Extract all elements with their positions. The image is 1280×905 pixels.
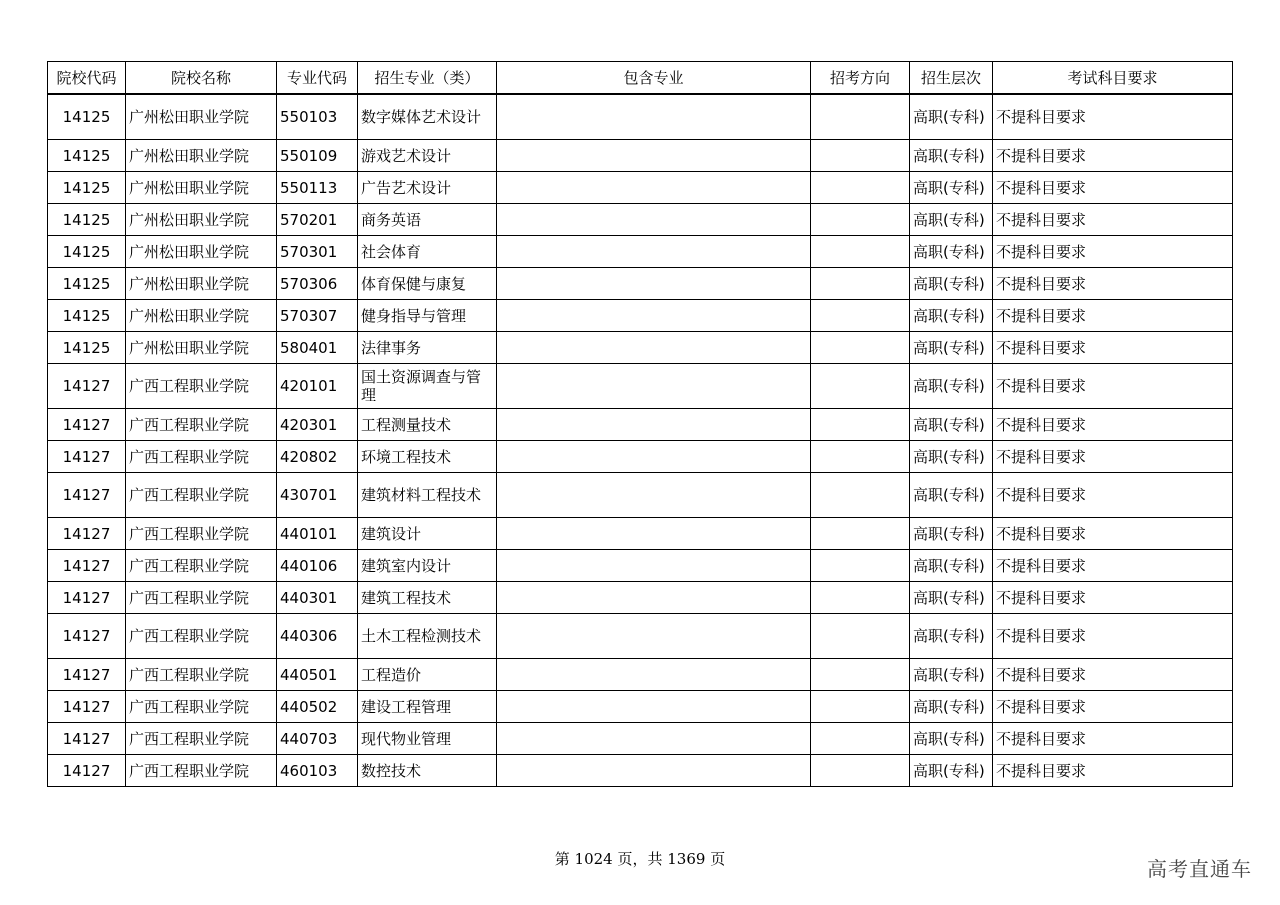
cell-school-code: 14127 <box>48 518 126 550</box>
header-included-majors: 包含专业 <box>497 62 811 95</box>
cell-major-code: 440106 <box>277 550 358 582</box>
cell-school-name: 广州松田职业学院 <box>126 332 277 364</box>
table-row <box>48 441 1233 473</box>
cell-major-code: 570307 <box>277 300 358 332</box>
cell-major-code: 570306 <box>277 268 358 300</box>
cell-direction <box>811 755 910 787</box>
table-row <box>48 364 1233 409</box>
cell-requirement: 不提科目要求 <box>993 204 1233 236</box>
cell-level: 高职(专科) <box>910 550 993 582</box>
cell-major: 现代物业管理 <box>358 723 497 755</box>
table-row <box>48 332 1233 364</box>
cell-direction <box>811 409 910 441</box>
cell-major: 广告艺术设计 <box>358 172 497 204</box>
cell-school-name: 广西工程职业学院 <box>126 723 277 755</box>
header-requirement: 考试科目要求 <box>993 62 1233 95</box>
cell-level: 高职(专科) <box>910 691 993 723</box>
cell-school-code: 14125 <box>48 204 126 236</box>
cell-included-majors <box>497 140 811 172</box>
cell-requirement: 不提科目要求 <box>993 659 1233 691</box>
cell-major-code: 420802 <box>277 441 358 473</box>
cell-school-code: 14125 <box>48 140 126 172</box>
cell-major: 建筑材料工程技术 <box>358 473 497 518</box>
cell-requirement: 不提科目要求 <box>993 268 1233 300</box>
cell-major: 法律事务 <box>358 332 497 364</box>
cell-requirement: 不提科目要求 <box>993 140 1233 172</box>
admissions-table <box>47 61 1233 787</box>
cell-requirement: 不提科目要求 <box>993 518 1233 550</box>
cell-direction <box>811 691 910 723</box>
cell-requirement: 不提科目要求 <box>993 691 1233 723</box>
cell-school-code: 14127 <box>48 409 126 441</box>
cell-direction <box>811 473 910 518</box>
cell-school-name: 广州松田职业学院 <box>126 300 277 332</box>
cell-direction <box>811 204 910 236</box>
cell-major: 建筑设计 <box>358 518 497 550</box>
cell-school-name: 广西工程职业学院 <box>126 409 277 441</box>
cell-requirement: 不提科目要求 <box>993 332 1233 364</box>
cell-major: 社会体育 <box>358 236 497 268</box>
cell-direction <box>811 332 910 364</box>
cell-major: 商务英语 <box>358 204 497 236</box>
table-row <box>48 723 1233 755</box>
cell-school-code: 14125 <box>48 300 126 332</box>
cell-requirement: 不提科目要求 <box>993 409 1233 441</box>
table-row <box>48 550 1233 582</box>
table-row <box>48 755 1233 787</box>
header-direction: 招考方向 <box>811 62 910 95</box>
cell-school-code: 14127 <box>48 691 126 723</box>
table-row <box>48 473 1233 518</box>
cell-school-code: 14127 <box>48 441 126 473</box>
cell-included-majors <box>497 172 811 204</box>
cell-level: 高职(专科) <box>910 614 993 659</box>
cell-included-majors <box>497 332 811 364</box>
cell-major-code: 570201 <box>277 204 358 236</box>
cell-major: 土木工程检测技术 <box>358 614 497 659</box>
cell-level: 高职(专科) <box>910 268 993 300</box>
cell-direction <box>811 614 910 659</box>
cell-major: 建筑室内设计 <box>358 550 497 582</box>
table-body <box>48 94 1233 787</box>
cell-school-name: 广西工程职业学院 <box>126 614 277 659</box>
table-row <box>48 409 1233 441</box>
cell-school-name: 广州松田职业学院 <box>126 140 277 172</box>
cell-school-code: 14125 <box>48 172 126 204</box>
cell-level: 高职(专科) <box>910 755 993 787</box>
cell-requirement: 不提科目要求 <box>993 300 1233 332</box>
cell-school-name: 广西工程职业学院 <box>126 691 277 723</box>
cell-school-name: 广州松田职业学院 <box>126 94 277 140</box>
cell-direction <box>811 550 910 582</box>
cell-major-code: 550113 <box>277 172 358 204</box>
cell-direction <box>811 300 910 332</box>
cell-direction <box>811 172 910 204</box>
cell-major: 数字媒体艺术设计 <box>358 94 497 140</box>
cell-included-majors <box>497 441 811 473</box>
table-row <box>48 140 1233 172</box>
header-major: 招生专业（类） <box>358 62 497 95</box>
cell-major: 国土资源调查与管理 <box>358 364 497 409</box>
cell-level: 高职(专科) <box>910 204 993 236</box>
cell-included-majors <box>497 268 811 300</box>
table-row <box>48 172 1233 204</box>
cell-requirement: 不提科目要求 <box>993 755 1233 787</box>
cell-included-majors <box>497 550 811 582</box>
cell-level: 高职(专科) <box>910 140 993 172</box>
table-row <box>48 204 1233 236</box>
page-footer: 第 1024 页，共 1369 页 <box>554 850 726 868</box>
cell-major: 建设工程管理 <box>358 691 497 723</box>
cell-school-name: 广州松田职业学院 <box>126 236 277 268</box>
cell-major-code: 430701 <box>277 473 358 518</box>
cell-major-code: 440501 <box>277 659 358 691</box>
cell-requirement: 不提科目要求 <box>993 614 1233 659</box>
cell-included-majors <box>497 723 811 755</box>
cell-included-majors <box>497 518 811 550</box>
cell-direction <box>811 723 910 755</box>
cell-level: 高职(专科) <box>910 364 993 409</box>
cell-school-name: 广西工程职业学院 <box>126 473 277 518</box>
cell-direction <box>811 518 910 550</box>
cell-major-code: 420301 <box>277 409 358 441</box>
cell-major-code: 460103 <box>277 755 358 787</box>
cell-level: 高职(专科) <box>910 473 993 518</box>
cell-school-code: 14125 <box>48 332 126 364</box>
cell-included-majors <box>497 614 811 659</box>
cell-level: 高职(专科) <box>910 409 993 441</box>
cell-direction <box>811 236 910 268</box>
table-row <box>48 94 1233 140</box>
header-row <box>48 62 1233 95</box>
cell-direction <box>811 364 910 409</box>
cell-school-name: 广西工程职业学院 <box>126 550 277 582</box>
cell-major: 体育保健与康复 <box>358 268 497 300</box>
cell-level: 高职(专科) <box>910 659 993 691</box>
watermark: 高考直通车 <box>1147 857 1252 881</box>
cell-school-code: 14127 <box>48 659 126 691</box>
cell-major-code: 440502 <box>277 691 358 723</box>
cell-school-code: 14127 <box>48 550 126 582</box>
cell-major-code: 440306 <box>277 614 358 659</box>
cell-requirement: 不提科目要求 <box>993 550 1233 582</box>
cell-major: 数控技术 <box>358 755 497 787</box>
cell-level: 高职(专科) <box>910 172 993 204</box>
cell-major-code: 440703 <box>277 723 358 755</box>
cell-school-name: 广西工程职业学院 <box>126 755 277 787</box>
cell-direction <box>811 268 910 300</box>
cell-requirement: 不提科目要求 <box>993 94 1233 140</box>
table-row <box>48 614 1233 659</box>
table-row <box>48 300 1233 332</box>
header-major-code: 专业代码 <box>277 62 358 95</box>
cell-level: 高职(专科) <box>910 723 993 755</box>
cell-major: 健身指导与管理 <box>358 300 497 332</box>
cell-included-majors <box>497 236 811 268</box>
cell-school-name: 广州松田职业学院 <box>126 268 277 300</box>
cell-school-code: 14127 <box>48 614 126 659</box>
header-school-name: 院校名称 <box>126 62 277 95</box>
cell-level: 高职(专科) <box>910 300 993 332</box>
cell-included-majors <box>497 473 811 518</box>
cell-requirement: 不提科目要求 <box>993 582 1233 614</box>
table-row <box>48 659 1233 691</box>
cell-included-majors <box>497 204 811 236</box>
cell-major: 游戏艺术设计 <box>358 140 497 172</box>
cell-school-name: 广州松田职业学院 <box>126 172 277 204</box>
cell-school-name: 广西工程职业学院 <box>126 518 277 550</box>
cell-included-majors <box>497 755 811 787</box>
cell-included-majors <box>497 691 811 723</box>
cell-included-majors <box>497 94 811 140</box>
cell-major: 环境工程技术 <box>358 441 497 473</box>
cell-included-majors <box>497 364 811 409</box>
cell-school-name: 广西工程职业学院 <box>126 441 277 473</box>
cell-requirement: 不提科目要求 <box>993 723 1233 755</box>
cell-requirement: 不提科目要求 <box>993 473 1233 518</box>
cell-major-code: 550103 <box>277 94 358 140</box>
table-row <box>48 691 1233 723</box>
cell-major: 建筑工程技术 <box>358 582 497 614</box>
cell-direction <box>811 140 910 172</box>
cell-major-code: 420101 <box>277 364 358 409</box>
header-level: 招生层次 <box>910 62 993 95</box>
cell-school-code: 14127 <box>48 755 126 787</box>
cell-school-name: 广西工程职业学院 <box>126 659 277 691</box>
cell-level: 高职(专科) <box>910 332 993 364</box>
cell-direction <box>811 441 910 473</box>
cell-major: 工程测量技术 <box>358 409 497 441</box>
cell-level: 高职(专科) <box>910 518 993 550</box>
cell-direction <box>811 94 910 140</box>
table-row <box>48 236 1233 268</box>
cell-major: 工程造价 <box>358 659 497 691</box>
cell-level: 高职(专科) <box>910 441 993 473</box>
cell-school-code: 14127 <box>48 473 126 518</box>
cell-requirement: 不提科目要求 <box>993 236 1233 268</box>
cell-school-code: 14125 <box>48 268 126 300</box>
cell-school-name: 广西工程职业学院 <box>126 582 277 614</box>
cell-school-code: 14127 <box>48 364 126 409</box>
cell-level: 高职(专科) <box>910 582 993 614</box>
cell-requirement: 不提科目要求 <box>993 172 1233 204</box>
cell-school-code: 14127 <box>48 582 126 614</box>
cell-school-code: 14125 <box>48 236 126 268</box>
cell-requirement: 不提科目要求 <box>993 441 1233 473</box>
cell-requirement: 不提科目要求 <box>993 364 1233 409</box>
cell-major-code: 550109 <box>277 140 358 172</box>
table-row <box>48 518 1233 550</box>
header-school-code: 院校代码 <box>48 62 126 95</box>
cell-level: 高职(专科) <box>910 236 993 268</box>
cell-major-code: 570301 <box>277 236 358 268</box>
cell-school-name: 广西工程职业学院 <box>126 364 277 409</box>
cell-included-majors <box>497 409 811 441</box>
cell-school-code: 14125 <box>48 94 126 140</box>
cell-included-majors <box>497 582 811 614</box>
table-row <box>48 268 1233 300</box>
cell-included-majors <box>497 659 811 691</box>
cell-included-majors <box>497 300 811 332</box>
cell-major-code: 580401 <box>277 332 358 364</box>
cell-major-code: 440101 <box>277 518 358 550</box>
cell-direction <box>811 582 910 614</box>
cell-level: 高职(专科) <box>910 94 993 140</box>
cell-school-name: 广州松田职业学院 <box>126 204 277 236</box>
cell-school-code: 14127 <box>48 723 126 755</box>
cell-direction <box>811 659 910 691</box>
table-row <box>48 582 1233 614</box>
cell-major-code: 440301 <box>277 582 358 614</box>
